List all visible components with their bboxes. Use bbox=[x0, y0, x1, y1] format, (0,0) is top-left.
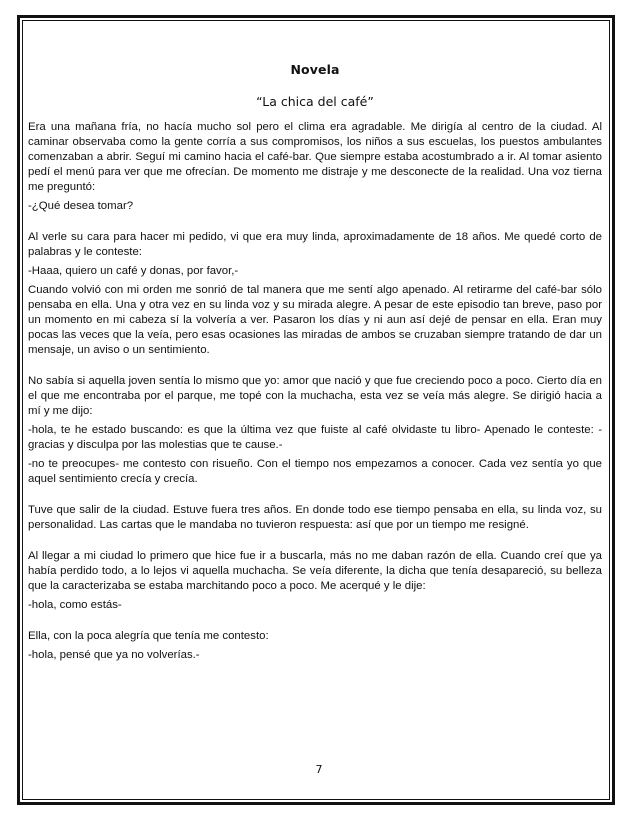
paragraph: Al llegar a mi ciudad lo primero que hice fue ir a buscarla, más no me daban razón de ella. Cuando creí que ya había perdido todo, a lo lejos vi aquella muchacha. Se veía diferente, la dicha que tenía desapareció, su belleza que la caracterizaba se estaba marchitando poco a poco. Me acerqué y le dije: bbox=[28, 550, 602, 592]
paragraph: -hola, como estás- bbox=[28, 599, 122, 611]
document-title: Novela bbox=[290, 62, 340, 77]
paragraph: -¿Qué desea tomar? bbox=[28, 200, 134, 212]
page-number: 7 bbox=[315, 763, 323, 776]
document-subtitle: “La chica del café” bbox=[256, 94, 374, 109]
paragraph: -no te preocupes- me contesto con risueño. Con el tiempo nos empezamos a conocer. Cada vez sentía yo que aquel sentimiento crecía y crecía. bbox=[28, 458, 602, 485]
document-body bbox=[28, 62, 602, 667]
paragraph: Ella, con la poca alegría que tenía me contesto: bbox=[28, 630, 269, 642]
paragraph: Era una mañana fría, no hacía mucho sol pero el clima era agradable. Me dirigía al centro de la ciudad. Al caminar observaba como la gente corría a sus compromisos, los niños a sus escuelas, los puestos ambulantes comenzaban a abrir. Seguí mi camino hacia el café-bar. Que siempre estaba acostumbrado a ir. Al tomar asiento pedí el menú para ver que me ofrecían. De momento me distraje y me desconecte de la realidad. Una voz tierna me preguntó: bbox=[28, 121, 602, 193]
paragraph: -hola, te he estado buscando: es que la última vez que fuiste al café olvidaste tu libro- Apenado le conteste: -gracias y disculpa por las molestias que te cause.- bbox=[28, 424, 602, 451]
paragraph: -hola, pensé que ya no volverías.- bbox=[28, 649, 200, 661]
paragraph: Al verle su cara para hacer mi pedido, vi que era muy linda, aproximadamente de 18 años. Me quedé corto de palabras y le conteste: bbox=[28, 231, 602, 258]
paragraph: Cuando volvió con mi orden me sonrió de tal manera que me sentí algo apenado. Al retirarme del café-bar sólo pensaba en ella. Una y otra vez en su linda voz y su mirada alegre. A pesar de este episodio tan breve, paso por un momento en mi cabeza sí la volvería a ver. Pasaron los días y ni aun así dejé de pensar en ella. Eran muy pocas las veces que la veía, pero esas ocasiones las miradas de ambos se cruzaban siempre tratando de dar un mensaje, un aviso o un sentimiento. bbox=[28, 284, 602, 356]
paragraph: No sabía si aquella joven sentía lo mismo que yo: amor que nació y que fue creciendo poco a poco. Cierto día en el que me encontraba por el parque, me topé con la muchacha, esta vez se veía más alegre. Se dirigió hacia a mí y me dijo: bbox=[28, 375, 602, 417]
paragraph: -Haaa, quiero un café y donas, por favor,- bbox=[28, 265, 239, 277]
paragraph: Tuve que salir de la ciudad. Estuve fuera tres años. En donde todo ese tiempo pensaba en ella, su linda voz, su personalidad. Las cartas que le mandaba no tuvieron respuesta: así que por un tiempo me resigné. bbox=[28, 504, 602, 531]
